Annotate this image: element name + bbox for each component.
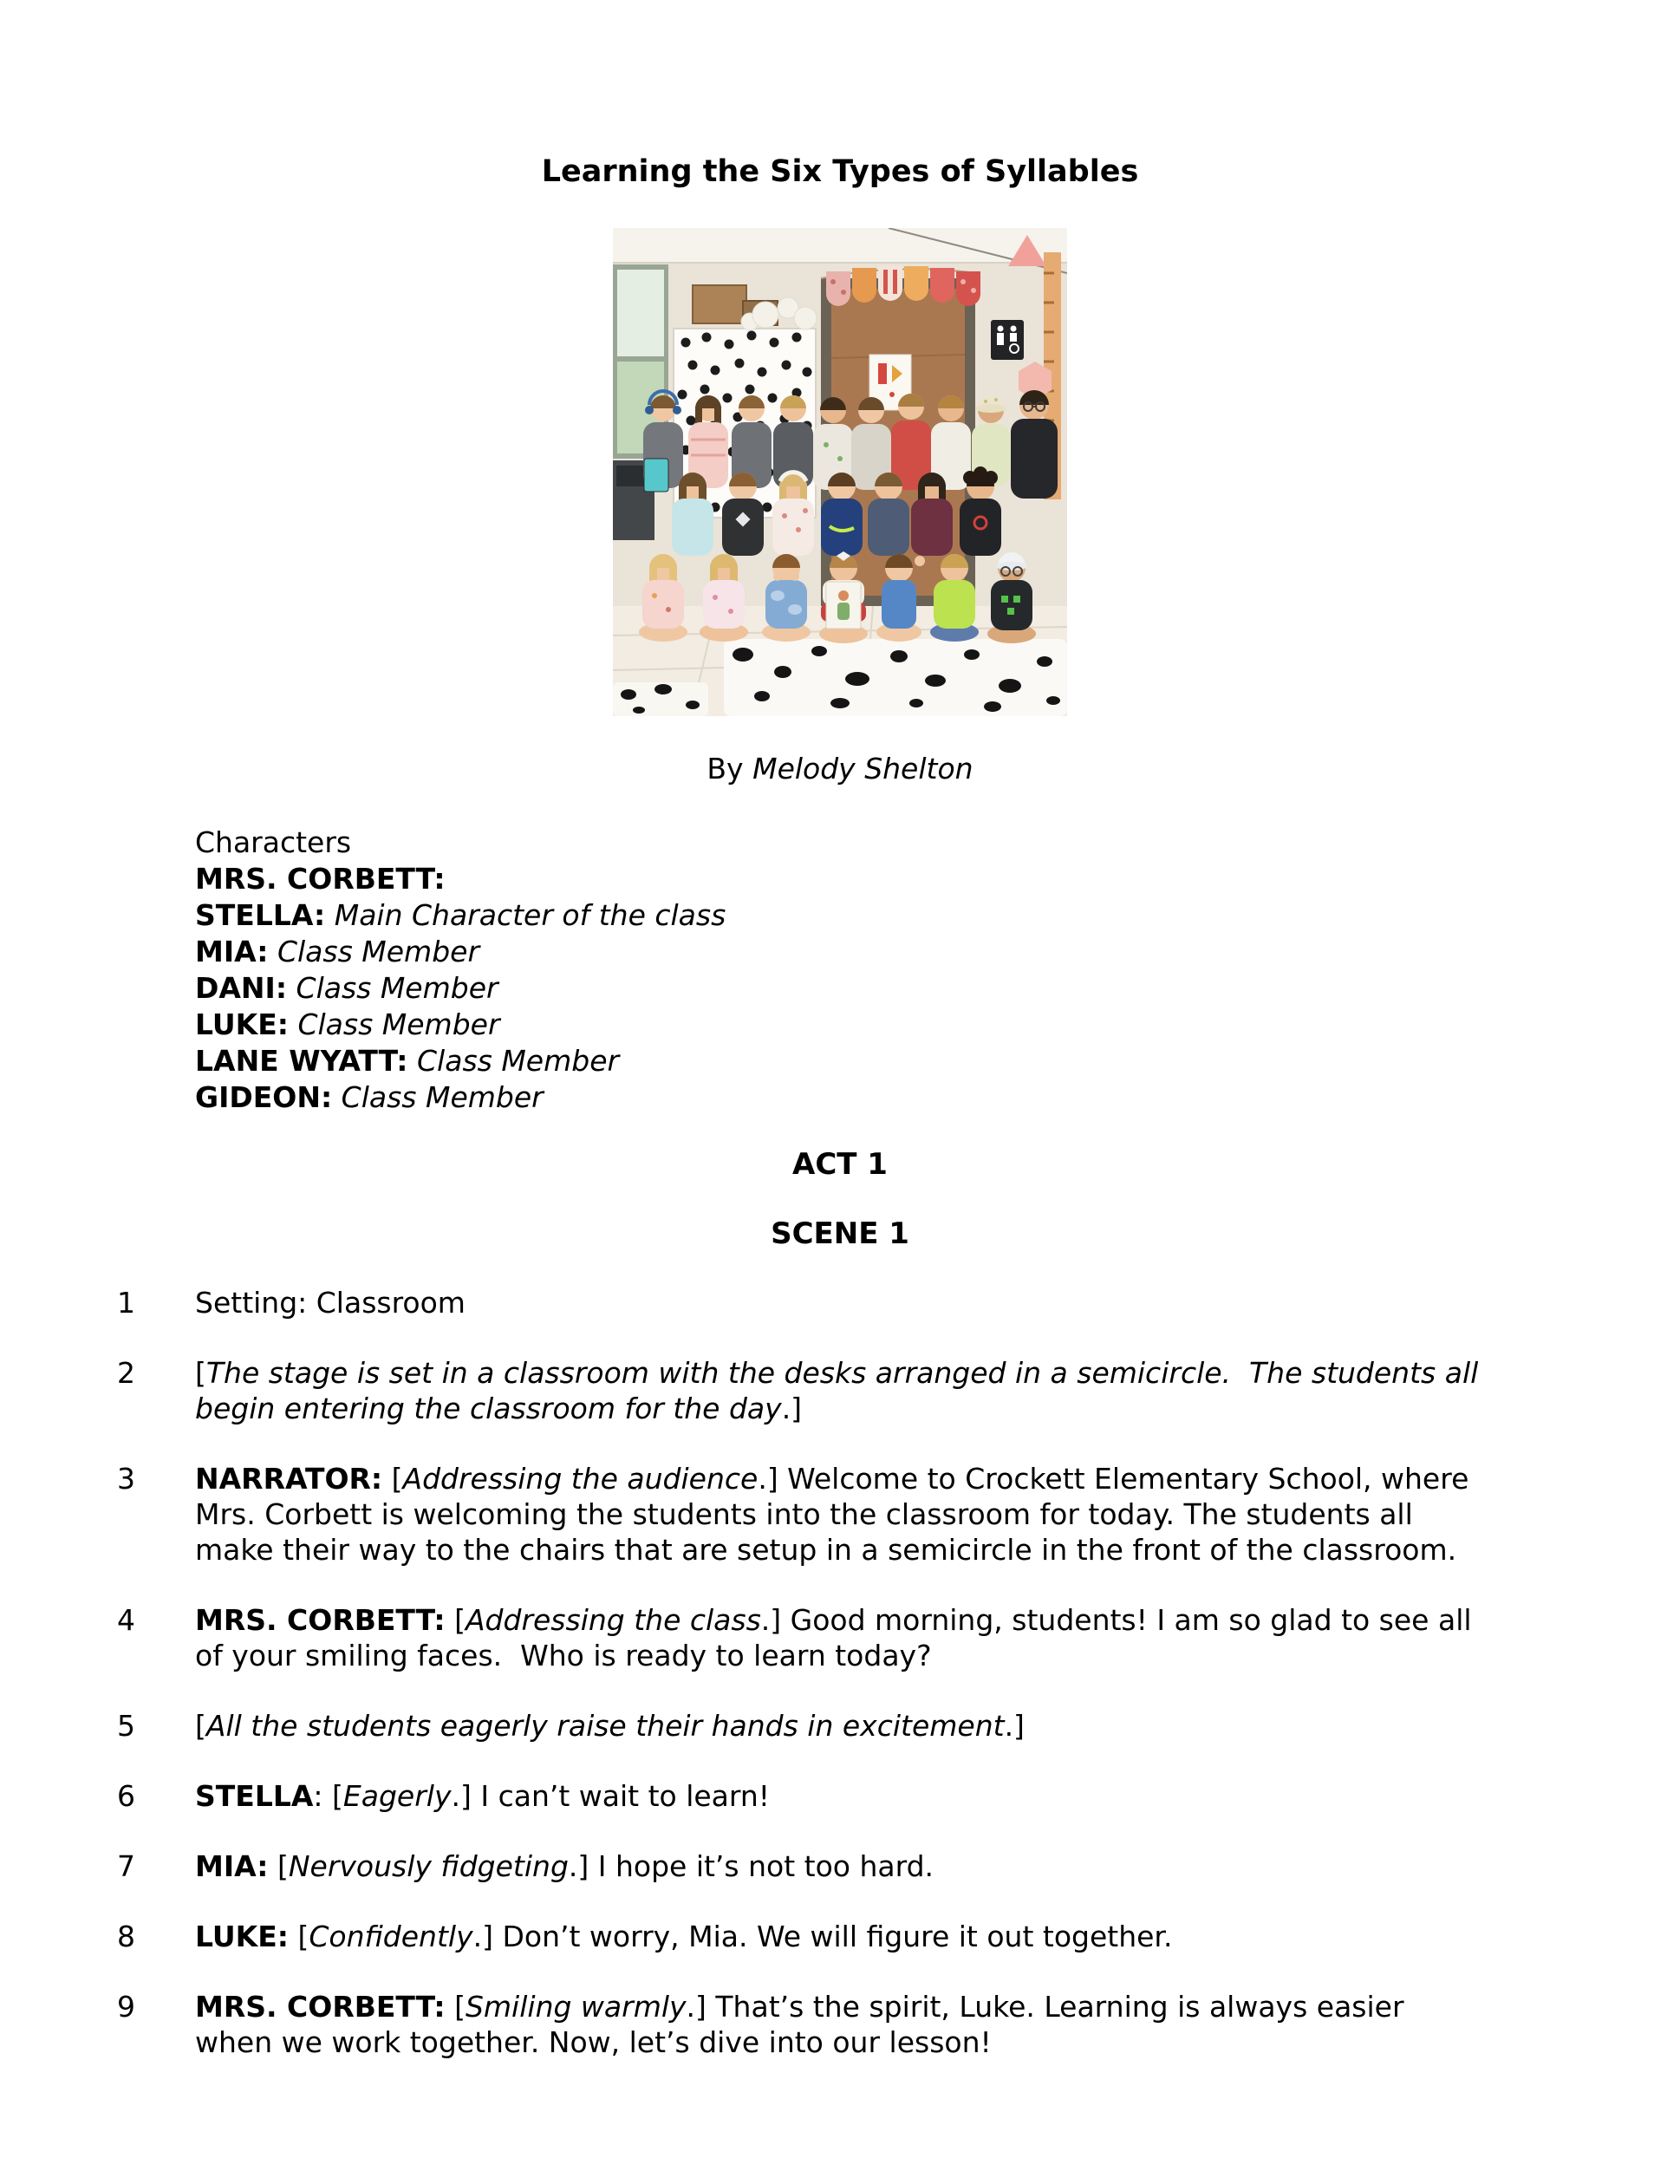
line-text xyxy=(195,1708,1593,1744)
text-segment: STELLA xyxy=(195,1779,314,1813)
text-segment: Eagerly xyxy=(342,1779,452,1813)
character-name: LANE WYATT: xyxy=(195,1044,408,1078)
text-segment: [ xyxy=(382,1462,403,1496)
text-segment: : [ xyxy=(313,1779,343,1813)
script-line xyxy=(0,1708,1680,1744)
text-segment: .] I hope it’s not too hard. xyxy=(568,1849,934,1883)
text-segment: [ xyxy=(268,1849,289,1883)
classroom-photo xyxy=(613,228,1067,716)
text-segment: MIA: xyxy=(195,1849,269,1883)
character-list xyxy=(195,861,726,1116)
text-segment: All the students eagerly raise their hands in excitement xyxy=(205,1709,1005,1743)
script-line xyxy=(0,1778,1680,1814)
text-segment: Smiling warmly xyxy=(465,1990,687,2024)
text-segment: [ xyxy=(445,1990,466,2024)
text-segment: Confidently xyxy=(309,1920,473,1953)
act-heading: ACT 1 xyxy=(792,1147,888,1182)
character-entry xyxy=(195,1007,726,1043)
text-segment: [ xyxy=(445,1603,466,1637)
line-text xyxy=(195,1778,1593,1814)
character-name: MRS. CORBETT: xyxy=(195,862,446,896)
text-segment: .] That’s the spirit, Luke. Learning is always easier xyxy=(686,1990,1404,2024)
text-segment: The stage is set in a classroom with the desks arranged in a semicircle. The students all xyxy=(205,1356,1479,1390)
character-name: STELLA: xyxy=(195,898,326,932)
line-text xyxy=(195,1602,1593,1673)
document-title: Learning the Six Types of Syllables xyxy=(541,154,1139,189)
text-segment: Setting: Classroom xyxy=(195,1286,466,1320)
script-line xyxy=(0,1848,1680,1884)
text-segment: .] Welcome to Crockett Elementary School, where xyxy=(758,1462,1469,1496)
character-name: DANI: xyxy=(195,971,288,1005)
text-segment: .] I can’t wait to learn! xyxy=(451,1779,771,1813)
character-entry xyxy=(195,934,726,970)
character-description: Class Member xyxy=(297,1007,500,1041)
scene-heading: SCENE 1 xyxy=(771,1216,909,1251)
character-name: GIDEON: xyxy=(195,1080,333,1114)
text-segment: MRS. CORBETT: xyxy=(195,1990,446,2024)
restroom-sign xyxy=(991,320,1024,360)
byline-author: Melody Shelton xyxy=(752,752,973,786)
text-segment: [ xyxy=(195,1356,206,1390)
character-description: Main Character of the class xyxy=(334,898,726,932)
character-entry xyxy=(195,861,726,897)
line-number: 6 xyxy=(117,1779,135,1813)
line-number: 7 xyxy=(117,1849,135,1883)
character-entry xyxy=(195,1079,726,1116)
character-entry xyxy=(195,897,726,934)
line-text xyxy=(195,1919,1593,1954)
script-line xyxy=(0,1461,1680,1568)
text-segment: [ xyxy=(195,1709,206,1743)
text-segment: MRS. CORBETT: xyxy=(195,1603,446,1637)
text-segment: .] xyxy=(781,1392,803,1425)
byline xyxy=(0,751,1680,787)
character-description: Class Member xyxy=(417,1044,620,1078)
line-number: 2 xyxy=(117,1356,135,1390)
text-segment: begin entering the classroom for the day xyxy=(195,1392,782,1425)
character-description: Class Member xyxy=(277,935,480,968)
line-text xyxy=(195,1989,1593,2060)
line-text xyxy=(195,1848,1593,1884)
text-segment: .] xyxy=(1004,1709,1025,1743)
classroom-photo-illustration xyxy=(613,228,1067,716)
line-number: 5 xyxy=(117,1709,135,1743)
text-segment: Mrs. Corbett is welcoming the students into the classroom for today. The students all xyxy=(195,1497,1413,1531)
script-lines xyxy=(0,1285,1680,2095)
script-line xyxy=(0,1602,1680,1673)
text-segment: LUKE: xyxy=(195,1920,289,1953)
text-segment: make their way to the chairs that are setup in a semicircle in the front of the classroom. xyxy=(195,1533,1457,1567)
text-segment: Nervously fidgeting xyxy=(288,1849,569,1883)
byline-prefix: By xyxy=(707,752,753,786)
script-line xyxy=(0,1919,1680,1954)
line-text xyxy=(195,1461,1593,1568)
script-line xyxy=(0,1285,1680,1320)
text-segment: .] Good morning, students! I am so glad to see all xyxy=(760,1603,1472,1637)
character-name: LUKE: xyxy=(195,1007,289,1041)
character-name: MIA: xyxy=(195,935,269,968)
characters-heading: Characters xyxy=(195,825,352,859)
character-description: Class Member xyxy=(296,971,498,1005)
line-number: 4 xyxy=(117,1603,135,1637)
character-entry xyxy=(195,970,726,1007)
script-line xyxy=(0,1989,1680,2060)
text-segment: NARRATOR: xyxy=(195,1462,383,1496)
line-number: 1 xyxy=(117,1286,135,1320)
characters-section xyxy=(195,825,726,1116)
character-entry xyxy=(195,1043,726,1079)
text-segment: Addressing the audience xyxy=(402,1462,759,1496)
line-text xyxy=(195,1285,1593,1320)
text-segment: .] Don’t worry, Mia. We will figure it out together. xyxy=(472,1920,1173,1953)
text-segment: [ xyxy=(288,1920,309,1953)
script-line xyxy=(0,1355,1680,1426)
line-number: 8 xyxy=(117,1920,135,1953)
line-number: 3 xyxy=(117,1462,135,1496)
line-text xyxy=(195,1355,1593,1426)
character-description: Class Member xyxy=(341,1080,544,1114)
text-segment: of your smiling faces. Who is ready to learn today? xyxy=(195,1639,932,1672)
text-segment: when we work together. Now, let’s dive into our lesson! xyxy=(195,2025,992,2059)
text-segment: Addressing the class xyxy=(465,1603,761,1637)
line-number: 9 xyxy=(117,1990,135,2024)
